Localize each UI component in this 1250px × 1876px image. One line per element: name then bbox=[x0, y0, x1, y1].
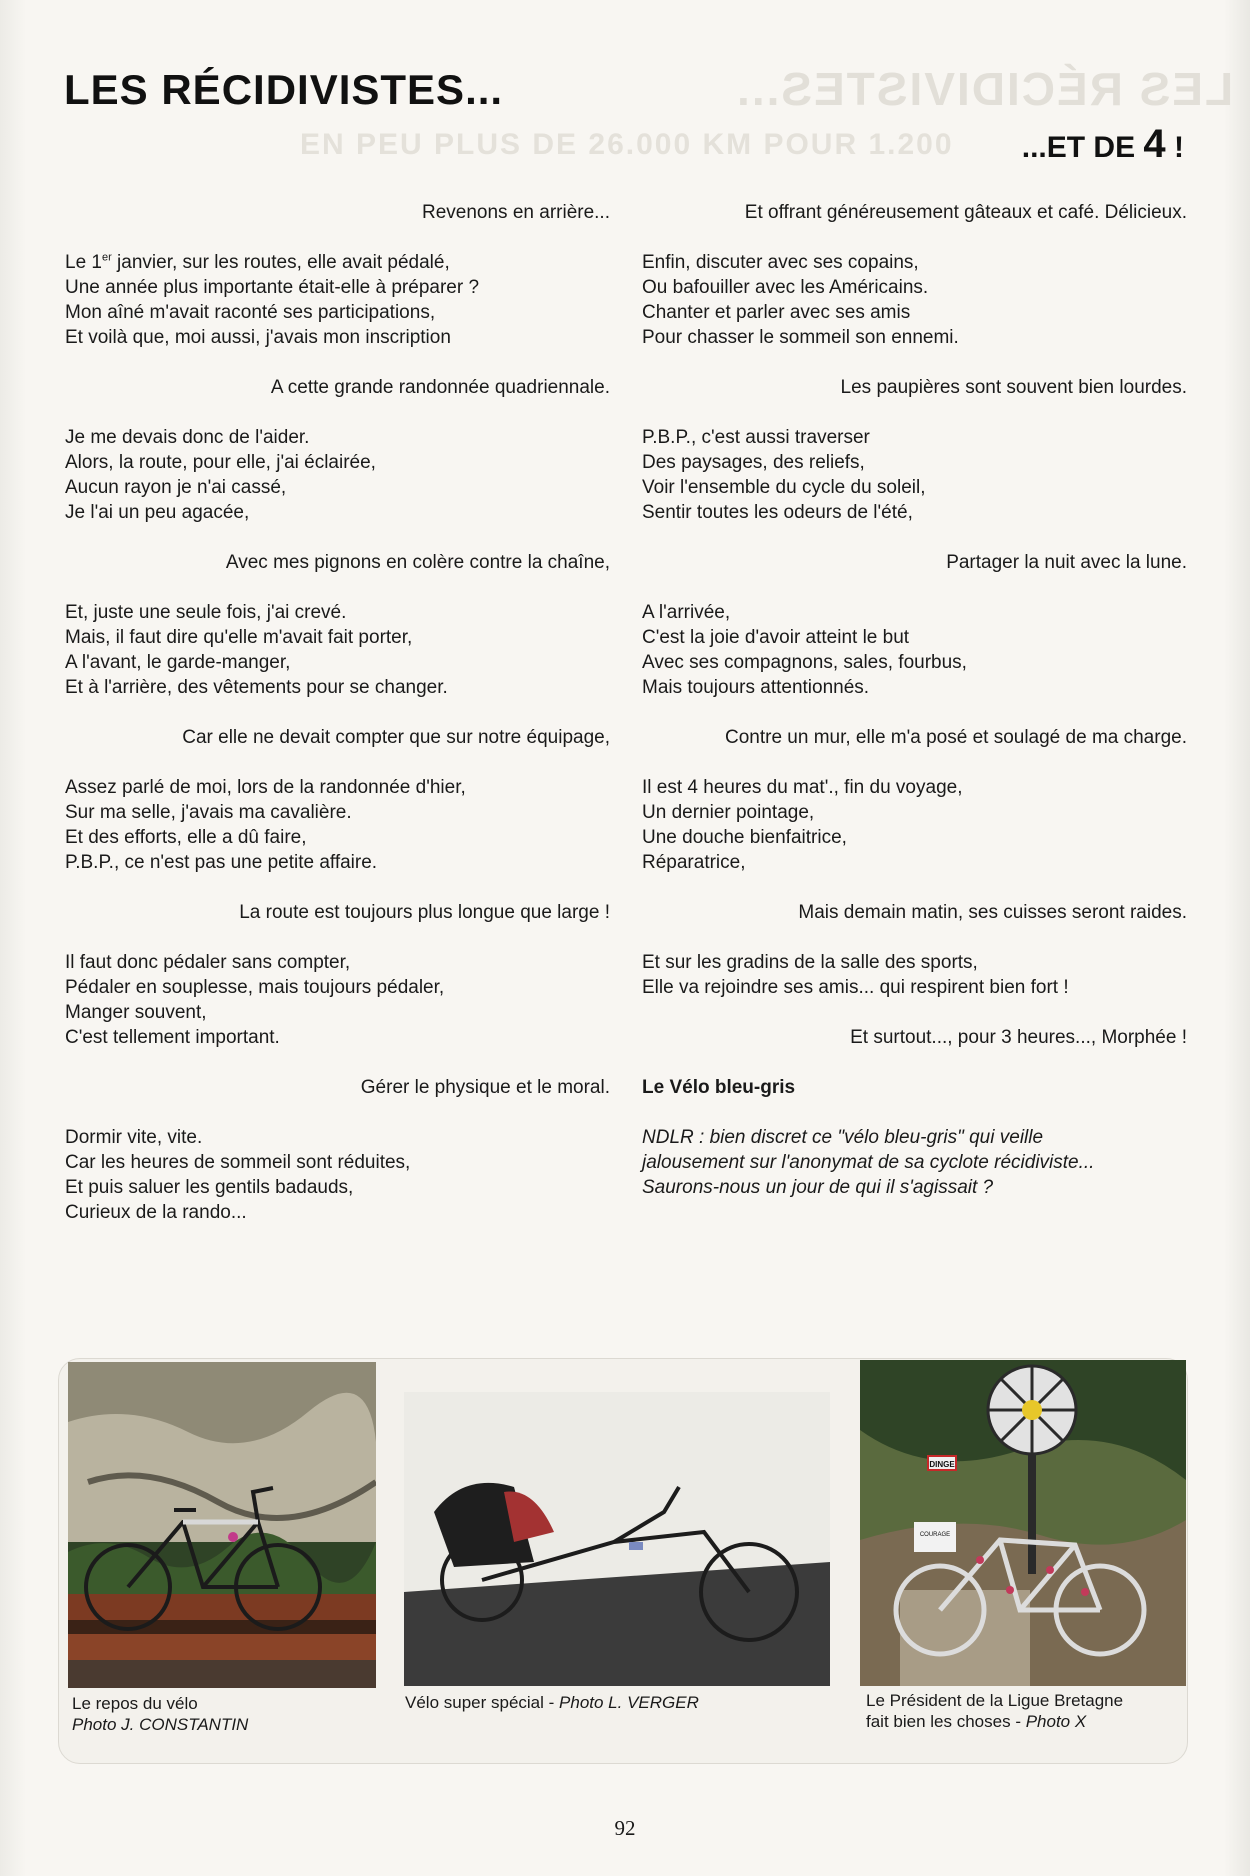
poem-line: Curieux de la rando... bbox=[65, 1202, 247, 1223]
stanza-gap bbox=[642, 700, 1187, 725]
article-title: LES RÉCIDIVISTES... bbox=[64, 66, 504, 113]
poem-line: Une douche bienfaitrice, bbox=[642, 827, 847, 848]
show-through-subtitle: EN PEU PLUS DE 26.000 KM POUR 1.200 bbox=[300, 128, 954, 161]
show-through-title: LES RÉCIDIVISTES... bbox=[735, 63, 1234, 115]
poem-line: Car les heures de sommeil sont réduites, bbox=[65, 1152, 411, 1173]
stanza-gap bbox=[65, 525, 610, 550]
poem-line: C'est tellement important. bbox=[65, 1027, 280, 1048]
poem-right-column bbox=[642, 200, 1187, 1200]
caption-1-credit: Photo J. CONSTANTIN bbox=[72, 1715, 249, 1734]
caption-2-text: Vélo super spécial bbox=[405, 1693, 544, 1712]
poem-line: Elle va rejoindre ses amis... qui respirent bien fort ! bbox=[642, 977, 1069, 998]
subtitle-prefix: ...ET DE bbox=[1021, 131, 1144, 164]
stanza-gap bbox=[642, 1000, 1187, 1025]
poster-text: COURAGE bbox=[919, 1532, 951, 1538]
poem-line: Une année plus importante était-elle à préparer ? bbox=[65, 277, 480, 298]
poem-line: Et offrant généreusement gâteaux et café. Délicieux. bbox=[744, 202, 1187, 223]
poem-line: A cette grande randonnée quadriennale. bbox=[270, 377, 610, 398]
poem-line: Manger souvent, bbox=[65, 1002, 207, 1023]
caption-1-text: Le repos du vélo bbox=[72, 1694, 198, 1713]
poem-line: A l'avant, le garde-manger, bbox=[65, 652, 291, 673]
stanza-gap bbox=[642, 350, 1187, 375]
photo-recumbent-bike bbox=[404, 1392, 830, 1686]
poem-line: Et, juste une seule fois, j'ai crevé. bbox=[65, 602, 347, 623]
poem-line: Revenons en arrière... bbox=[422, 202, 610, 223]
poem-line: Sentir toutes les odeurs de l'été, bbox=[642, 502, 913, 523]
poem-line: P.B.P., c'est aussi traverser bbox=[642, 427, 870, 448]
caption-3-credit: Photo X bbox=[1025, 1712, 1087, 1731]
subtitle-suffix: ! bbox=[1165, 131, 1184, 164]
poem-line: La route est toujours plus longue que large ! bbox=[239, 902, 610, 923]
editor-note-line: Saurons-nous un jour de qui il s'agissait ? bbox=[642, 1177, 994, 1198]
poem-line: Voir l'ensemble du cycle du soleil, bbox=[642, 477, 926, 498]
poem-line: Mon aîné m'avait raconté ses participations, bbox=[65, 302, 436, 323]
stanza-gap bbox=[65, 925, 610, 950]
stanza-gap bbox=[65, 875, 610, 900]
stanza-gap bbox=[642, 925, 1187, 950]
poem-line: Mais toujours attentionnés. bbox=[642, 677, 870, 698]
poem-line: Enfin, discuter avec ses copains, bbox=[642, 252, 919, 273]
stanza-gap bbox=[642, 575, 1187, 600]
caption-2-sep: - bbox=[543, 1693, 560, 1712]
editor-note-line: NDLR : bien discret ce "vélo bleu-gris" qui veille bbox=[642, 1127, 1044, 1148]
poem-line: Aucun rayon je n'ai cassé, bbox=[65, 477, 287, 498]
photo-decorated-bike bbox=[860, 1360, 1186, 1686]
poem-line: Ou bafouiller avec les Américains. bbox=[642, 277, 929, 298]
stanza-gap bbox=[642, 1050, 1187, 1075]
poem-line: Dormir vite, vite. bbox=[65, 1127, 203, 1148]
caption-3-text-line2: fait bien les choses bbox=[866, 1712, 1011, 1731]
stanza-gap bbox=[65, 350, 610, 375]
poem-signature: Le Vélo bleu-gris bbox=[642, 1077, 796, 1098]
caption-photo-2 bbox=[405, 1692, 699, 1713]
poem-line: Pédaler en souplesse, mais toujours pédaler, bbox=[65, 977, 445, 998]
caption-photo-3 bbox=[866, 1690, 1123, 1732]
poem-line: Contre un mur, elle m'a posé et soulagé de ma charge. bbox=[724, 727, 1187, 748]
stanza-gap bbox=[65, 400, 610, 425]
stanza-gap bbox=[642, 525, 1187, 550]
poem-line: Mais demain matin, ses cuisses seront raides. bbox=[798, 902, 1187, 923]
stanza-gap bbox=[65, 700, 610, 725]
stanza-gap bbox=[65, 225, 610, 250]
sign-text: DINGE bbox=[929, 1460, 955, 1469]
poem-left-column bbox=[65, 200, 610, 1225]
poem-line: Et des efforts, elle a dû faire, bbox=[65, 827, 307, 848]
poem-line: Mais, il faut dire qu'elle m'avait fait porter, bbox=[65, 627, 413, 648]
poem-line: Assez parlé de moi, lors de la randonnée d'hier, bbox=[65, 777, 466, 798]
stanza-gap bbox=[642, 225, 1187, 250]
poem-line: Le 1er janvier, sur les routes, elle avait pédalé, bbox=[65, 251, 450, 273]
subtitle-number: 4 bbox=[1143, 122, 1166, 166]
stanza-gap bbox=[642, 400, 1187, 425]
poem-line: Un dernier pointage, bbox=[642, 802, 815, 823]
editor-note-line: jalousement sur l'anonymat de sa cyclote récidiviste... bbox=[642, 1152, 1095, 1173]
poem-line: Car elle ne devait compter que sur notre équipage, bbox=[182, 727, 610, 748]
poem-line: Réparatrice, bbox=[642, 852, 746, 873]
poem-line: Et surtout..., pour 3 heures..., Morphée ! bbox=[850, 1027, 1187, 1048]
stanza-gap bbox=[642, 750, 1187, 775]
poem-line: Il est 4 heures du mat'., fin du voyage, bbox=[642, 777, 963, 798]
stanza-gap bbox=[65, 750, 610, 775]
poem-line: Il faut donc pédaler sans compter, bbox=[65, 952, 351, 973]
poem-line: Alors, la route, pour elle, j'ai éclairée, bbox=[65, 452, 376, 473]
poem-line: Et sur les gradins de la salle des sports, bbox=[642, 952, 978, 973]
caption-2-credit: Photo L. VERGER bbox=[559, 1693, 699, 1712]
poem-line: Sur ma selle, j'avais ma cavalière. bbox=[65, 802, 352, 823]
poem-line: Les paupières sont souvent bien lourdes. bbox=[840, 377, 1187, 398]
poem-line: Chanter et parler avec ses amis bbox=[642, 302, 911, 323]
caption-photo-1 bbox=[72, 1693, 248, 1735]
stanza-gap bbox=[65, 575, 610, 600]
poem-line: Pour chasser le sommeil son ennemi. bbox=[642, 327, 959, 348]
caption-3-text: Le Président de la Ligue Bretagne bbox=[866, 1691, 1124, 1710]
stanza-gap bbox=[65, 1100, 610, 1125]
poem-line: Gérer le physique et le moral. bbox=[360, 1077, 610, 1098]
poem-line: P.B.P., ce n'est pas une petite affaire. bbox=[65, 852, 378, 873]
poem-line: Je me devais donc de l'aider. bbox=[65, 427, 310, 448]
poem-line: Je l'ai un peu agacée, bbox=[65, 502, 250, 523]
stanza-gap bbox=[65, 1050, 610, 1075]
caption-3-sep: - bbox=[1010, 1712, 1026, 1731]
article-subtitle bbox=[1022, 122, 1184, 167]
poem-line: A l'arrivée, bbox=[642, 602, 731, 623]
stanza-gap bbox=[642, 875, 1187, 900]
photo-bike-resting bbox=[68, 1362, 376, 1688]
poem-line: Avec ses compagnons, sales, fourbus, bbox=[642, 652, 967, 673]
stanza-gap bbox=[642, 1100, 1187, 1125]
poem-line: Partager la nuit avec la lune. bbox=[946, 552, 1187, 573]
poem-line: Avec mes pignons en colère contre la chaîne, bbox=[225, 552, 610, 573]
poem-line: Et voilà que, moi aussi, j'avais mon inscription bbox=[65, 327, 451, 348]
poem-line: C'est la joie d'avoir atteint le but bbox=[642, 627, 910, 648]
poem-line: Et puis saluer les gentils badauds, bbox=[65, 1177, 354, 1198]
poem-line: Des paysages, des reliefs, bbox=[642, 452, 865, 473]
poem-line: Et à l'arrière, des vêtements pour se changer. bbox=[65, 677, 448, 698]
page-number: 92 bbox=[614, 1816, 636, 1840]
